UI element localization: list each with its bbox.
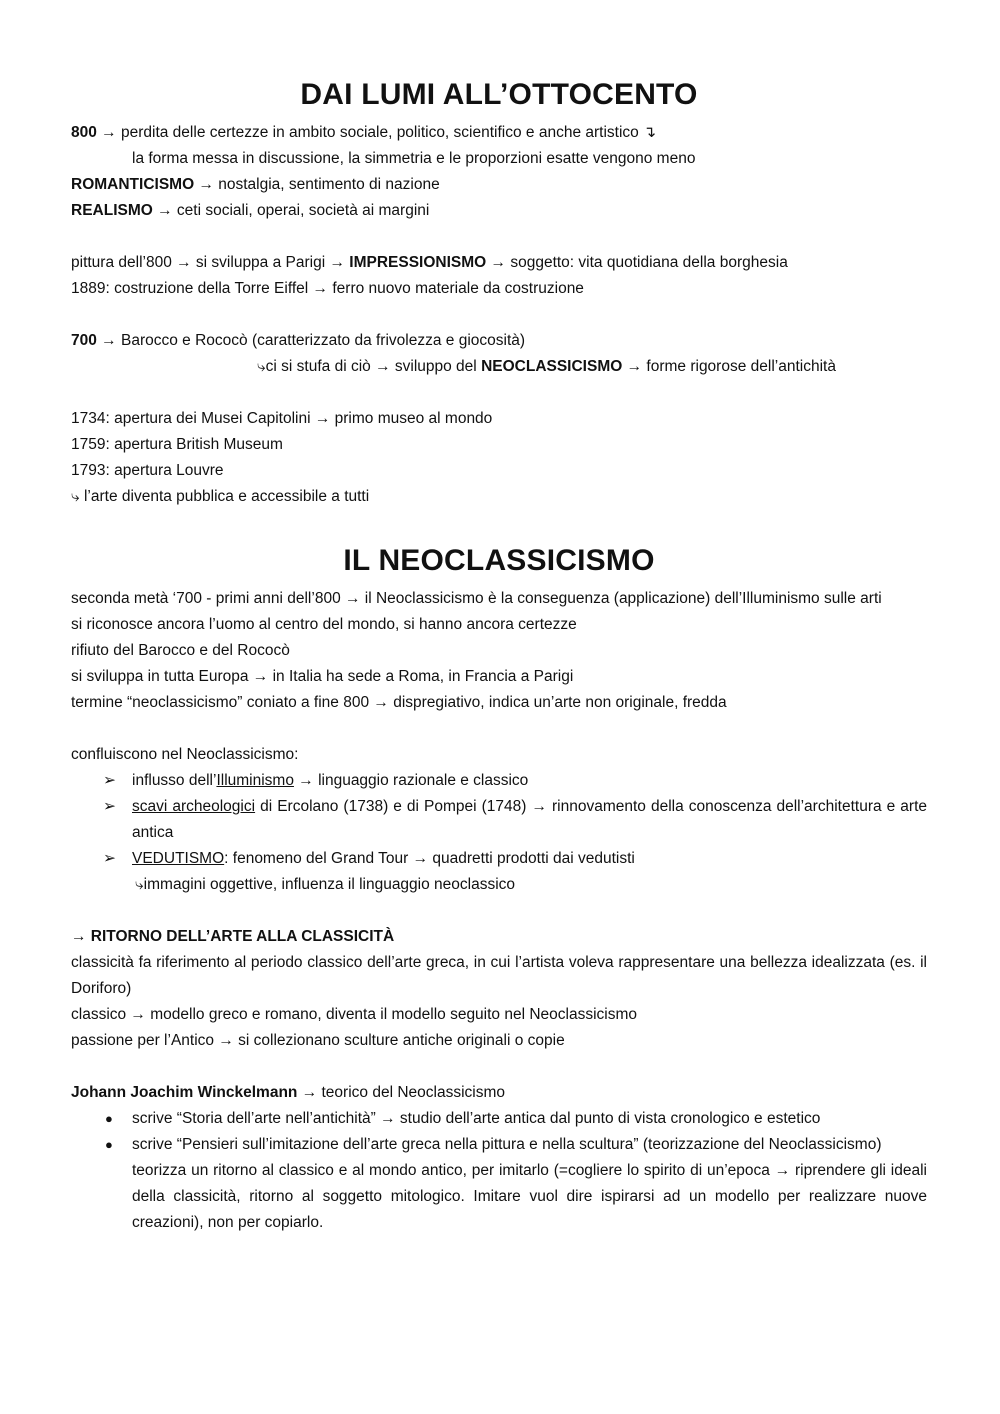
label-700: 700 <box>71 332 97 349</box>
text-700: → Barocco e Rococò (caratterizzato da frivolezza e giocosità) <box>96 332 526 349</box>
para-classicita: classicità fa riferimento al periodo classico dell’arte greca, in cui l’artista voleva rappresentare una bellezza idealizzata (es. il Doriforo) <box>71 954 927 997</box>
text-realismo: → ceti sociali, operai, società ai margini <box>152 202 430 219</box>
para-seconda-meta: seconda metà ‘700 - primi anni dell’800 → il Neoclassicismo è la conseguenza (applicazione) dell’Illuminismo sulle arti <box>71 590 882 607</box>
text-800: → perdita delle certezze in ambito sociale, politico, scientifico e anche artistico ↴ <box>96 124 657 141</box>
text-scavi: scavi archeologici <box>132 798 256 815</box>
title-dai-lumi: DAI LUMI ALL’OTTOCENTO <box>300 78 698 111</box>
list-item <box>71 794 927 846</box>
line-immagini: ⤷immagini oggettive, influenza il linguaggio neoclassico <box>135 876 516 893</box>
text-ercolano: di Ercolano (1738) e di Pompei (1748) → rinnovamento della conoscenza dell’architettura e arte antica <box>132 798 928 841</box>
label-winckelmann: Johann Joachim Winckelmann <box>71 1084 298 1101</box>
label-impressionismo: IMPRESSIONISMO <box>349 254 487 271</box>
influences-list <box>71 768 927 872</box>
line-forma: la forma messa in discussione, la simmetria e le proporzioni esatte vengono meno <box>132 150 696 167</box>
text-pensieri: scrive “Pensieri sull’imitazione dell’arte greca nella pittura e nella scultura” (teorizzazione del Neoclassicismo) <box>132 1136 882 1153</box>
line-realismo <box>71 198 927 224</box>
list-item <box>71 1106 927 1132</box>
line-800 <box>71 120 927 146</box>
text-illuminismo: Illuminismo <box>216 772 294 789</box>
para-uomo-centro: si riconosce ancora l’uomo al centro del mondo, si hanno ancora certezze <box>71 616 577 633</box>
list-item <box>71 768 927 794</box>
line-pittura-800 <box>71 250 927 276</box>
winckelmann-list <box>71 1106 927 1236</box>
arrowhead-bullet-icon: ➢ <box>103 772 116 789</box>
line-1793: 1793: apertura Louvre <box>71 462 224 479</box>
line-1759: 1759: apertura British Museum <box>71 436 283 453</box>
line-romanticismo <box>71 172 927 198</box>
para-classico: classico → modello greco e romano, diventa il modello seguito nel Neoclassicismo <box>71 1006 638 1023</box>
bullet-dot-icon: ● <box>105 1111 113 1126</box>
arrowhead-bullet-icon: ➢ <box>103 850 116 867</box>
list-item <box>71 1132 927 1236</box>
text-ritorno: → RITORNO DELL’ARTE ALLA CLASSICITÀ <box>71 928 395 945</box>
text-storia-arte: scrive “Storia dell’arte nell’antichità” → studio dell’arte antica dal punto di vista cronologico e estetico <box>132 1110 821 1127</box>
text-grand-tour: : fenomeno del Grand Tour → quadretti prodotti dai vedutisti <box>224 850 635 867</box>
heading-ritorno <box>71 924 927 950</box>
list-item <box>71 846 927 872</box>
line-stufa <box>71 354 927 380</box>
line-torre-eiffel: 1889: costruzione della Torre Eiffel → ferro nuovo materiale da costruzione <box>71 280 584 297</box>
arrowhead-bullet-icon: ➢ <box>103 798 116 815</box>
para-rifiuto-barocco: rifiuto del Barocco e del Rococò <box>71 642 290 659</box>
bullet-dot-icon: ● <box>105 1137 113 1152</box>
para-europa: si sviluppa in tutta Europa → in Italia ha sede a Roma, in Francia a Parigi <box>71 668 574 685</box>
para-passione: passione per l’Antico → si collezionano sculture antiche originali o copie <box>71 1032 565 1049</box>
text-romanticismo: → nostalgia, sentimento di nazione <box>194 176 440 193</box>
para-confluiscono: confluiscono nel Neoclassicismo: <box>71 746 299 763</box>
line-700 <box>71 328 927 354</box>
label-neoclassicismo: NEOCLASSICISMO <box>481 358 623 375</box>
text-stufa-a: ⤷ci si stufa di ciò → sviluppo del <box>257 358 482 375</box>
line-winckelmann <box>71 1080 927 1106</box>
label-romanticismo: ROMANTICISMO <box>71 176 195 193</box>
text-stufa-c: → forme rigorose dell’antichità <box>622 358 836 375</box>
line-arte-pubblica: ⤷ l’arte diventa pubblica e accessibile a tutti <box>71 488 370 505</box>
label-realismo: REALISMO <box>71 202 153 219</box>
text-vedutismo: VEDUTISMO <box>132 850 225 867</box>
text-pittura-c: → soggetto: vita quotidiana della borghesia <box>486 254 788 271</box>
document-page <box>71 72 927 1236</box>
line-1734: 1734: apertura dei Musei Capitolini → primo museo al mondo <box>71 410 493 427</box>
text-teorizza: teorizza un ritorno al classico e al mondo antico, per imitarlo (=cogliere lo spirito di un’epoca → riprendere gli ideali della classicità, ritorno al soggetto mitologico. Imitare vuol dire ispirarsi ad un modello per realizzare nuove creazioni), non per copiarlo. <box>132 1162 927 1231</box>
text-winckelmann: → teorico del Neoclassicismo <box>297 1084 505 1101</box>
label-800: 800 <box>71 124 97 141</box>
text-pittura-a: pittura dell’800 → si sviluppa a Parigi → <box>71 254 350 271</box>
title-neoclassicismo: IL NEOCLASSICISMO <box>343 544 655 577</box>
para-termine: termine “neoclassicismo” coniato a fine 800 → dispregiativo, indica un’arte non originale, fredda <box>71 694 727 711</box>
text-linguaggio: → linguaggio razionale e classico <box>293 772 529 789</box>
text-influsso: influsso dell’ <box>132 772 217 789</box>
